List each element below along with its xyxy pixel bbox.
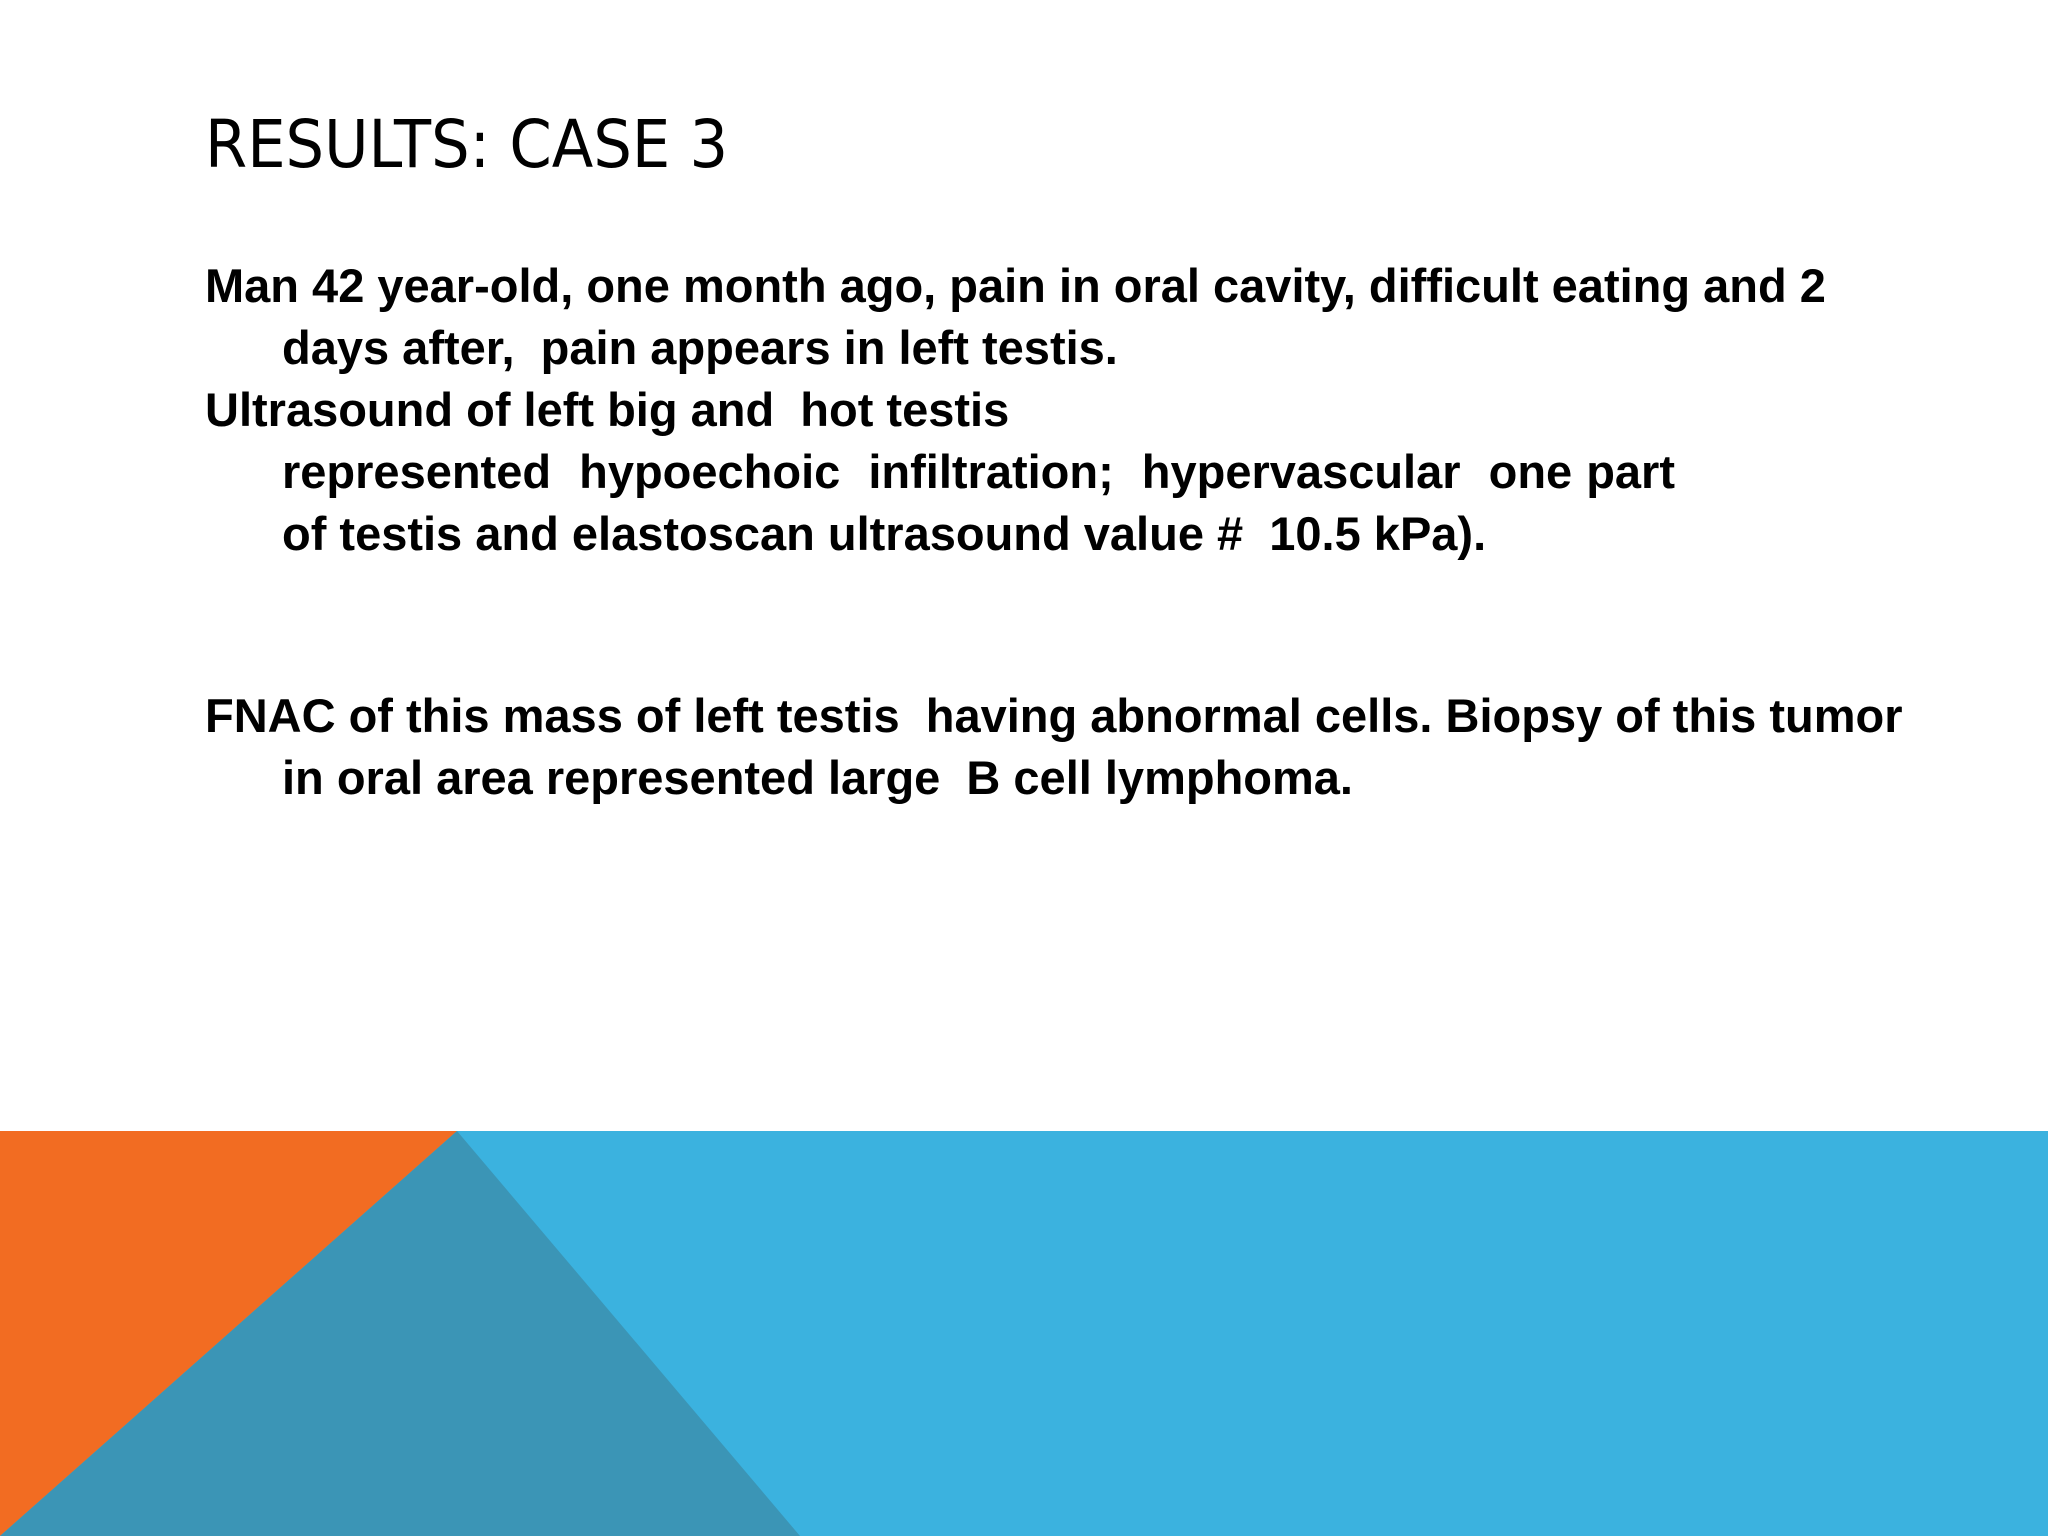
ultrasound-paragraph: [205, 379, 1905, 565]
slide-body: [205, 255, 1916, 809]
slide-title: RESULTS: CASE 3: [205, 106, 729, 183]
case-history-paragraph: Man 42 year-old, one month ago, pain in oral cavity, difficult eating and 2 days after, pain appears in left testis.: [205, 259, 1839, 374]
ultrasound-line-1: Ultrasound of left big and hot testis: [205, 383, 1010, 436]
fnac-biopsy-paragraph: FNAC of this mass of left testis having abnormal cells. Biopsy of this tumor in oral area represented large B cell lymphoma.: [205, 689, 1916, 804]
decorative-footer-band: [0, 1131, 2048, 1536]
ultrasound-line-3: of testis and elastoscan ultrasound value # 10.5 kPa).: [282, 507, 1487, 560]
ultrasound-line-2: [205, 441, 1905, 503]
ultrasound-line-2-text: represented hypoechoic infiltration; hypervascular one part: [282, 445, 1675, 498]
paragraph-spacer: [205, 565, 1905, 685]
